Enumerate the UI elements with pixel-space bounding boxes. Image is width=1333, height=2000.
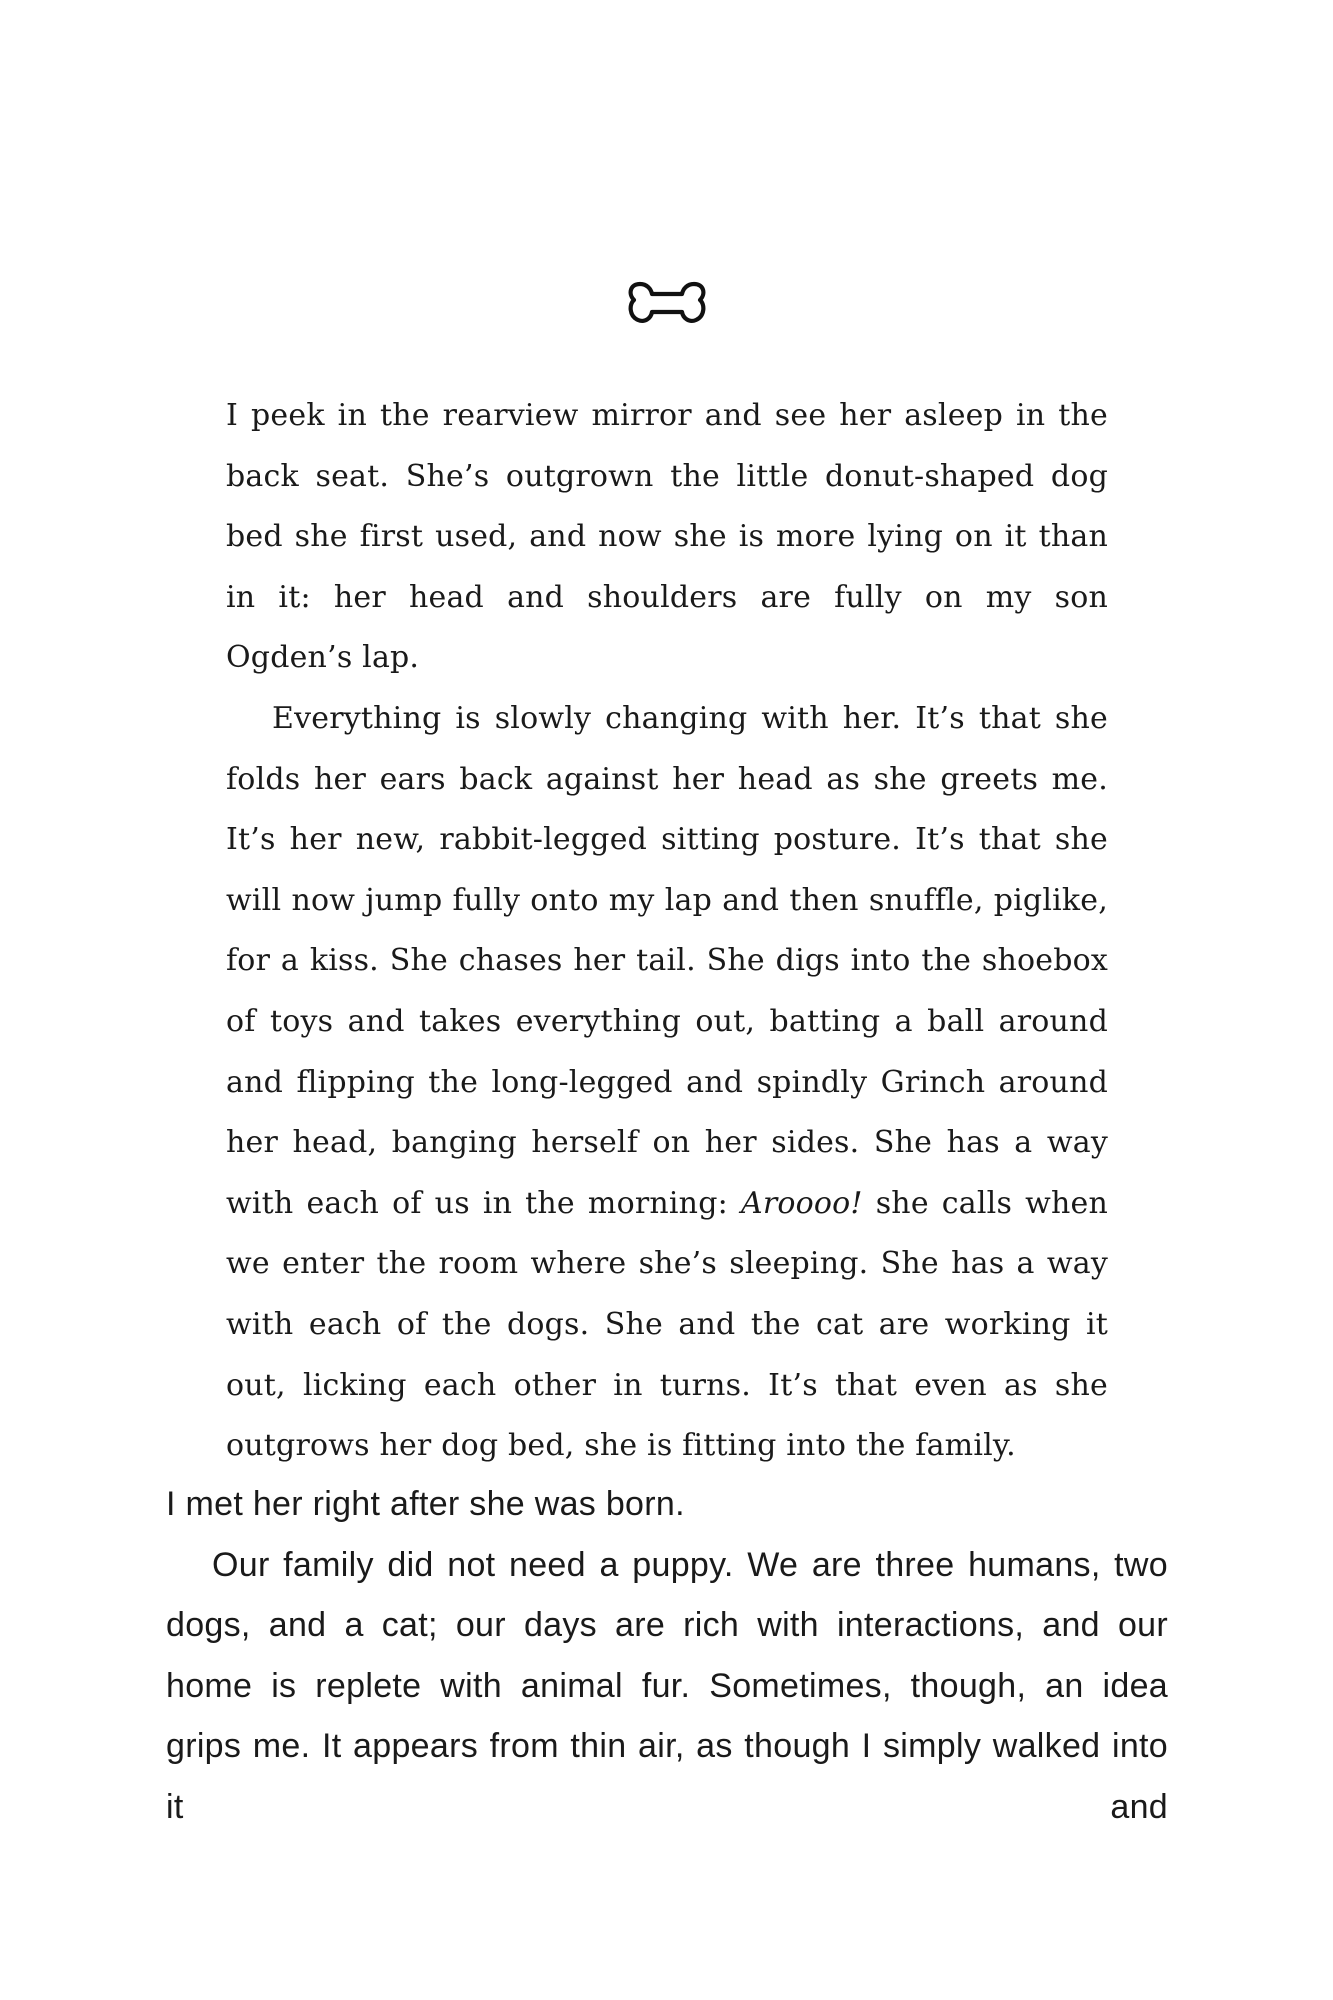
inset-paragraph-2-text-b: she calls when we enter the room where she’s sleeping. She has a way with each of the dogs. She and the cat are working it out, licking each other in turns. It’s that even as she outgrows her dog bed, she is fitting into the family. <box>226 1185 1108 1464</box>
inset-paragraph-2-italic: Aroooo! <box>740 1185 863 1221</box>
main-paragraph-2: Our family did not need a puppy. We are three humans, two dogs, and a cat; our days are rich with interactions, and our home is replete with animal fur. Sometimes, though, an idea grips me. It appears from thin air, as though I simply walked into it and <box>166 1545 1168 1826</box>
inset-paragraph-2-text-a: Everything is slowly changing with her. It’s that she folds her ears back against her head as she greets me. It’s her new, rabbit-legged sitting posture. It’s that she will now jump fully onto my lap and then snuffle, piglike, for a kiss. She chases her tail. She digs into the shoebox of toys and takes everything out, batting a ball around and flipping the long-legged and spindly Grinch around her head, banging herself on her sides. She has a way with each of us in the morning: <box>226 700 1108 1221</box>
main-paragraph-1: I met her right after she was born. <box>166 1485 685 1523</box>
inset-paragraph-2 <box>226 689 1108 1477</box>
inset-paragraph-1: I peek in the rearview mirror and see her asleep in the back seat. She’s outgrown the little donut-shaped dog bed she first used, and now she is more lying on it than in it: her head and shoulders are fully on my son Ogden’s lap. <box>226 398 1108 676</box>
dog-bone-icon <box>626 276 708 328</box>
inset-passage <box>226 386 1108 1477</box>
main-text <box>166 1474 1168 1838</box>
